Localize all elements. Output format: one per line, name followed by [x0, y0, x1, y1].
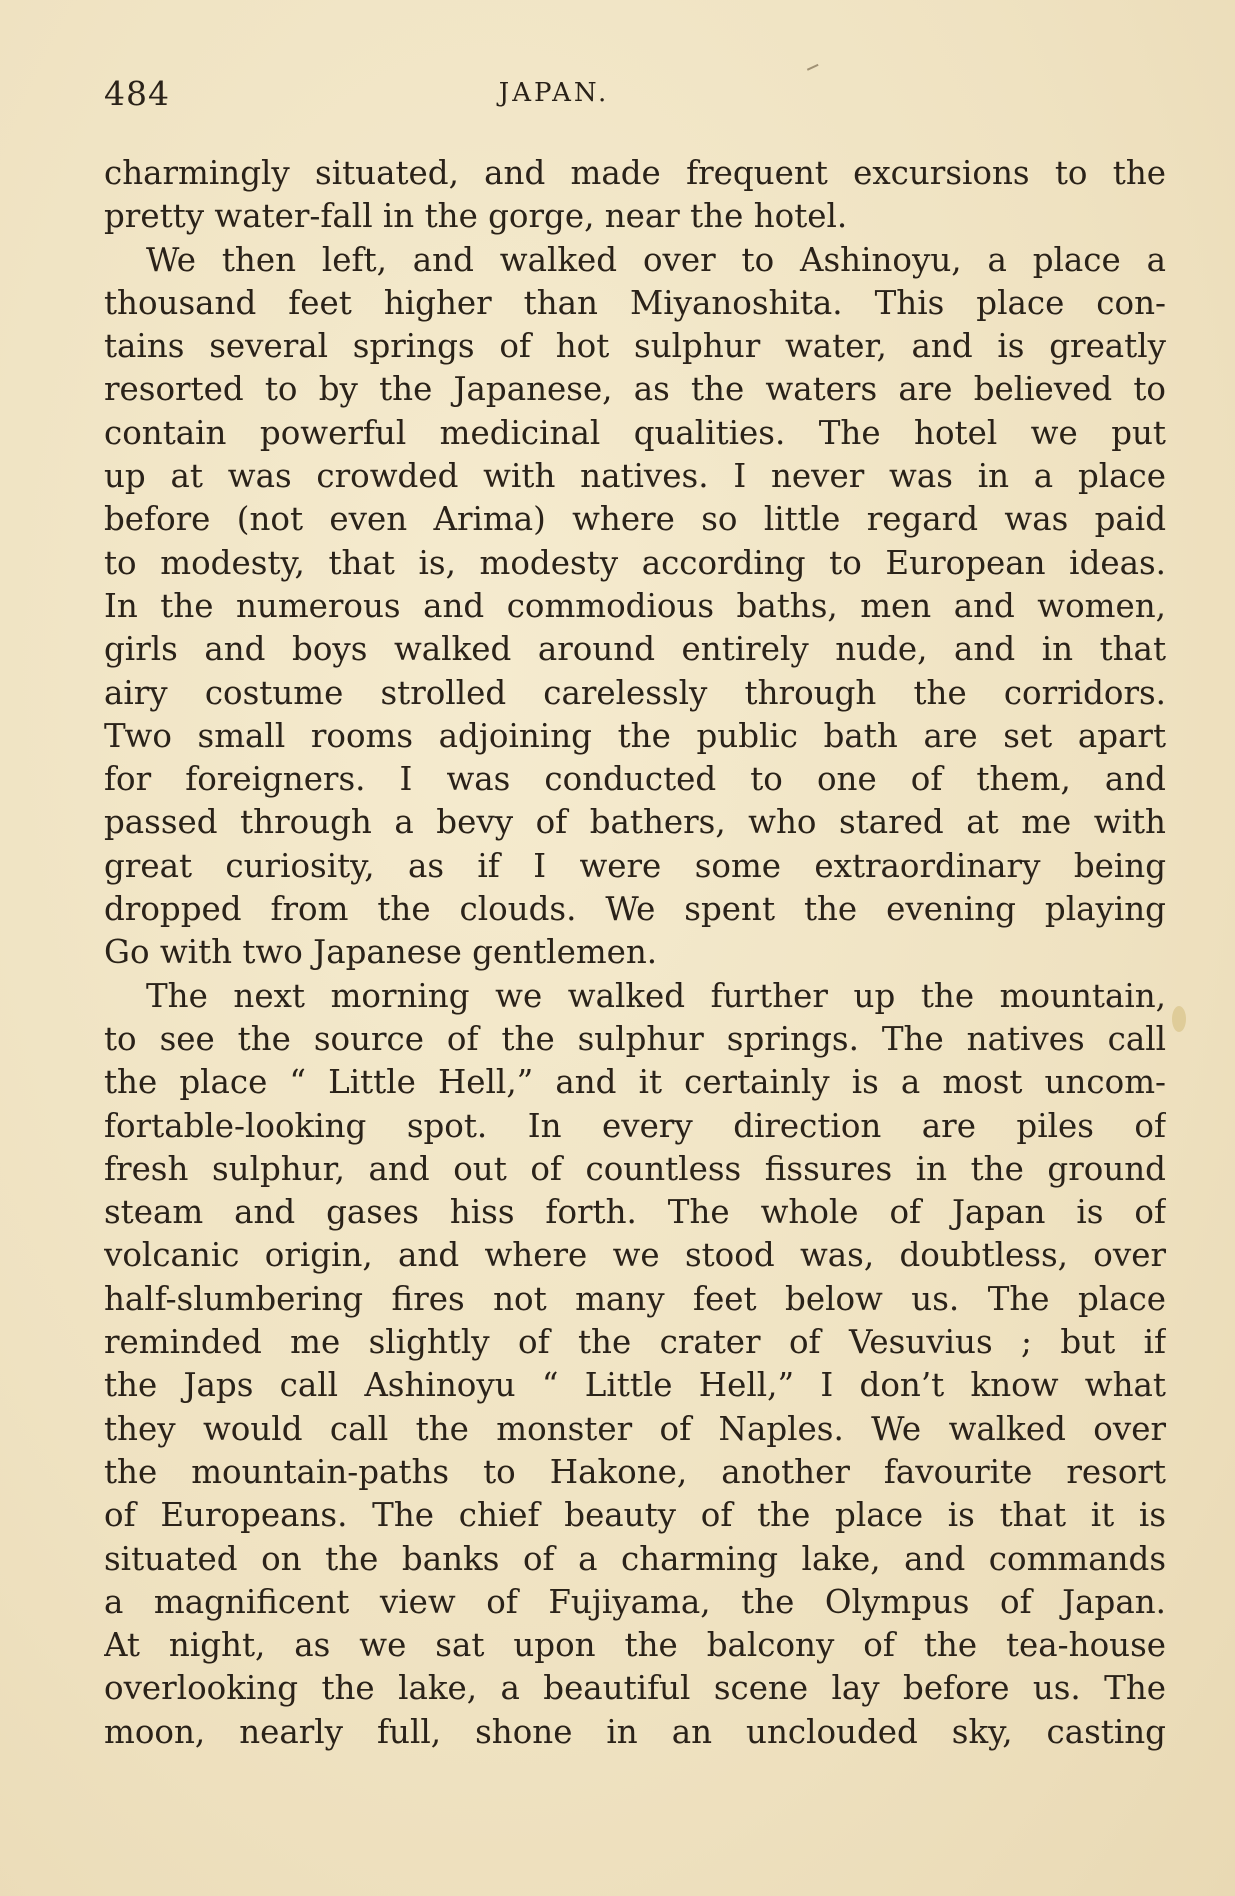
- text-line: to modesty, that is, modesty according to European ideas.: [104, 543, 1166, 582]
- text-line: to see the source of the sulphur springs. The natives call: [104, 1019, 1166, 1058]
- text-line: steam and gases hiss forth. The whole of Japan is of: [104, 1193, 1166, 1232]
- text-line: great curiosity, as if I were some extraordinary being: [104, 846, 1166, 885]
- text-line: for foreigners. I was conducted to one of them, and: [104, 760, 1166, 799]
- running-head: [104, 74, 1164, 118]
- text-line: reminded me slightly of the crater of Vesuvius ; but if: [104, 1323, 1166, 1362]
- page-number: 484: [104, 74, 170, 113]
- text-line: a magnificent view of Fujiyama, the Olympus of Japan.: [104, 1582, 1166, 1621]
- text-line: before (not even Arima) where so little regard was paid: [104, 500, 1166, 539]
- text-line: Two small rooms adjoining the public bath are set apart: [104, 716, 1166, 755]
- running-title: JAPAN.: [498, 78, 610, 108]
- text-line: half-slumbering fires not many feet below us. The place: [104, 1279, 1166, 1318]
- text-line: they would call the monster of Naples. We walked over: [104, 1409, 1166, 1448]
- text-line: the mountain-paths to Hakone, another favourite resort: [104, 1452, 1166, 1491]
- body-text: [104, 152, 1166, 1754]
- text-line: dropped from the clouds. We spent the evening playing: [104, 890, 1166, 929]
- text-line: charmingly situated, and made frequent excursions to the: [104, 154, 1166, 192]
- text-line: the Japs call Ashinoyu “ Little Hell,” I don’t know what: [104, 1366, 1166, 1405]
- text-line: tains several springs of hot sulphur water, and is greatly: [104, 327, 1166, 366]
- paragraph-start-line: We then left, and walked over to Ashinoyu, a place a: [146, 240, 1166, 279]
- text-line: fresh sulphur, and out of countless fissures in the ground: [104, 1149, 1166, 1188]
- text-line: resorted to by the Japanese, as the waters are believed to: [104, 370, 1166, 409]
- text-line: overlooking the lake, a beautiful scene lay before us. The: [104, 1669, 1166, 1708]
- text-line: the place “ Little Hell,” and it certainly is a most uncom-: [104, 1063, 1166, 1102]
- margin-stain: [1172, 1006, 1186, 1032]
- text-line: passed through a bevy of bathers, who stared at me with: [104, 803, 1166, 842]
- text-line: airy costume strolled carelessly through the corridors.: [104, 673, 1166, 712]
- text-line: of Europeans. The chief beauty of the place is that it is: [104, 1496, 1166, 1535]
- text-line: fortable-looking spot. In every direction are piles of: [104, 1106, 1166, 1145]
- text-line: girls and boys walked around entirely nude, and in that: [104, 630, 1166, 669]
- text-line: contain powerful medicinal qualities. The hotel we put: [104, 413, 1166, 452]
- paragraph-start-line: The next morning we walked further up the mountain,: [146, 976, 1166, 1015]
- text-line: pretty water-fall in the gorge, near the hotel.: [104, 197, 848, 236]
- text-line: At night, as we sat upon the balcony of the tea-house: [104, 1626, 1166, 1665]
- text-line: In the numerous and commodious baths, men and women,: [104, 586, 1166, 625]
- text-line: Go with two Japanese gentlemen.: [104, 933, 658, 972]
- text-line: up at was crowded with natives. I never was in a place: [104, 457, 1166, 496]
- text-line: thousand feet higher than Miyanoshita. This place con-: [104, 283, 1166, 322]
- text-line: volcanic origin, and where we stood was, doubtless, over: [104, 1236, 1166, 1275]
- text-line: situated on the banks of a charming lake, and commands: [104, 1539, 1166, 1578]
- text-line: moon, nearly full, shone in an unclouded sky, casting: [104, 1712, 1166, 1751]
